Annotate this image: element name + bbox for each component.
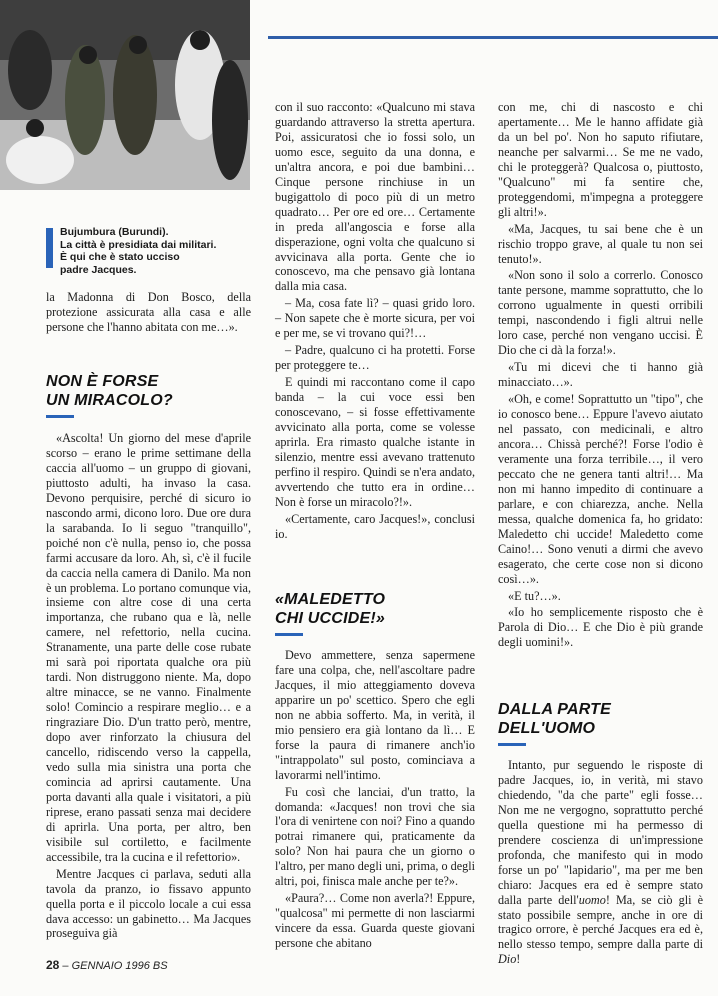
column-2-top: [275, 100, 475, 544]
top-rule: [268, 36, 718, 39]
caption-line: Bujumbura (Burundi).: [60, 226, 169, 238]
paragraph: «Ma, Jacques, tu sai bene che è un rischio troppo grave, al quale tu non sei tenuto!».: [498, 221, 703, 266]
paragraph: Fu così che lanciai, d'un tratto, la domanda: «Jacques! non trovi che sia l'ora di venirtene con noi? Fino a quando potrai rimanere qui, praticamente da solo? Non hai paura che un giorno o l'altro, per mano degli uni, prima, o degli altri, poi, finisca male anche per te?».: [275, 784, 475, 889]
paragraph: Intanto, pur seguendo le risposte di padre Jacques, io, in verità, mi stavo chiedendo, "da che parte" egli fosse… Non me ne vergogno, soprattutto perché quella questione mi ha permesso di prendere coscienza di un'impressione profonda, che manifesto qui in modo forse un po' "lapidario", ma per me ben chiaro: Jacques era ed è sempre stato dalla parte dell'uomo! Ma, se ciò gli è stato possibile sempre, anche in ore di tragico orrore, è perché Jacques era ed è, nello stesso tempo, sempre dalla parte di Dio!: [498, 758, 703, 967]
section-heading: «MALEDETTO CHI UCCIDE!»: [275, 590, 385, 636]
issue-label: GENNAIO 1996 BS: [71, 960, 168, 972]
paragraph: «Certamente, caro Jacques!», conclusi io.: [275, 511, 475, 541]
column-3-top: [498, 100, 703, 652]
paragraph: «Oh, e come! Soprattutto un "tipo", che io conosco bene… Eppure l'avevo aiutato nel passato, con medicinali, e altro ancora… Chissà perché?! Forse l'odio è veramente una forza terribile…, il vero peccato che ne genera tanti altri!… Ma non mi hanno impedito di continuare a parlare, e con chiarezza, anche. Nella messa, qualche domenica fa, ho gridato: Maledetto chi uccide! Maledetto come Caino!… Sono venuti a dirmi che avevo esagerato, che certe cose non si dicono così…».: [498, 392, 703, 586]
caption-line: È qui che è stato ucciso: [60, 251, 180, 263]
column-2-body: [275, 648, 475, 953]
caption-line: La città è presidiata dai militari.: [60, 238, 217, 251]
paragraph: con il suo racconto: «Qualcuno mi stava guardando attraverso la stretta apertura. Poi, assicuratosi che io fossi solo, un uomo esce, seguito da una donna, e un'altra ancora, e poi due bambini… Cinque persone rinchiuse in un bugigattolo di poco più di un metro quadrato… Per ore ed ore… Certamente in preda all'angoscia e forse alla disperazione, ogni volta che qualcuno si avvicinava alla porta. Gente che io conoscevo, ma che pensavo già lontana dalla mia casa.: [275, 100, 475, 294]
page-number: 28: [46, 958, 60, 972]
paragraph: «Paura?… Come non averla?! Eppure, "qualcosa" mi permette di non lasciarmi vincere da essa. Guarda queste giovani persone che abitano: [275, 891, 475, 951]
news-photo: [0, 0, 250, 190]
paragraph: «E tu?…».: [508, 588, 561, 603]
paragraph: «Io ho semplicemente risposto che è Parola di Dio… E che Dio è più grande degli uomini!».: [498, 605, 703, 650]
paragraph: «Non sono il solo a correrlo. Conosco tante persone, mamme soprattutto, che lo corrono ugualmente in questi orribili tempi, nascondendo i figli altrui nelle loro case, perché non vengano uccisi. È Dio che ci dà la forza!».: [498, 268, 703, 358]
page-footer: 28 – GENNAIO 1996 BS: [46, 958, 168, 972]
paragraph: «Tu mi dicevi che ti hanno già minacciato…».: [498, 360, 703, 390]
section-heading: NON È FORSE UN MIRACOLO?: [46, 372, 173, 418]
column-1-intro: [46, 290, 251, 337]
paragraph: con me, chi di nascosto e chi apertamente… Me le hanno affidate già da un bel po'. Non ho saputo rifiutare, neanche per salvarmi… Se me ne vado, chi le proteggerà? Qualcosa o, piuttosto, "Qualcuno" mi fa sentire che, proteggendomi, m'impegna a proteggere gli altri!».: [498, 100, 703, 219]
paragraph: Devo ammettere, senza sapermene fare una colpa, che, nell'ascoltare padre Jacques, il mio atteggiamento doveva apparire un po' scettico. Spero che egli non ne abbia sofferto. Ma, in verità, il mio pensiero era già lontano da lì… E forse la paura di rimanere anch'io "intrappolato" sul posto, cominciava a lavorarmi nell'intimo.: [275, 648, 475, 782]
photo-caption: [46, 226, 256, 276]
paragraph: «Ascolta! Un giorno del mese d'aprile scorso – erano le prime settimane della caccia all'uomo – un gruppo di giovani, piuttosto adulti, ha invaso la casa. Devono perquisire, perché di sicuro io nascondo armi, dicono loro. Due ore dura la sarabanda. Io li seguo "tranquillo", poiché non c'è nulla, penso io, che possa farmi accusare da loro. Ah, sì, c'è il fucile da caccia nella camera di Danilo. Ma non è un problema. Lo portano comunque via, insieme con altre cose di una certa importanza, che rubano qua e là, nelle camere, nel refettorio, nella cucina. Stranamente, una parte delle cose rubate mi sarà poi riportata qualche ora più tardi. Non distruggono niente. Ma, dopo altre minacce, se ne vanno. Finalmente solo! Comincio a respirare meglio… e a ringraziare Dio. D'un tratto però, mentre, dopo aver rinforzato la chiusura del cancello, ridiscendo verso la cappella, vedo sulla mia sinistra una porta che comincia ad aprirsi cautamente. Una porta davanti alla quale i visitatori, a più riprese, erano passati senza mai decidere di aprirla. Una porta, per altro, ben visibile sul cortiletto, e facilmente accessibile, tra la cucina e il refettorio».: [46, 431, 251, 864]
caption-line: padre Jacques.: [60, 263, 137, 276]
section-heading: DALLA PARTE DELL'UOMO: [498, 700, 611, 746]
paragraph: – Ma, cosa fate lì? – quasi grido loro. – Non sapete che è morte sicura, per voi e per me, se vi trovano qui?!…: [275, 296, 475, 341]
column-1-body: [46, 431, 251, 943]
paragraph: Mentre Jacques ci parlava, seduti alla tavola da pranzo, io fissavo appunto quella porta e il piccolo locale a cui essa dava accesso: un gabinetto… Ma Jacques proseguiva già: [46, 866, 251, 941]
paragraph: E quindi mi raccontano come il capo banda – la cui voce essi ben conoscevano, – si fosse effettivamente avvicinato alla porta, come se volesse aprirla. Era rimasto qualche istante in silenzio, mentre essi avevano trattenuto perfino il respiro. Quindi se n'era andato, avvertendo che tutto era in ordine… Non è forse un miracolo?!».: [275, 375, 475, 509]
column-3-body: [498, 758, 703, 969]
paragraph: – Padre, qualcuno ci ha protetti. Forse per proteggere te…: [275, 343, 475, 373]
paragraph: la Madonna di Don Bosco, della protezione assicurata alla casa e alle persone che l'hanno abitata con me…».: [46, 290, 251, 334]
